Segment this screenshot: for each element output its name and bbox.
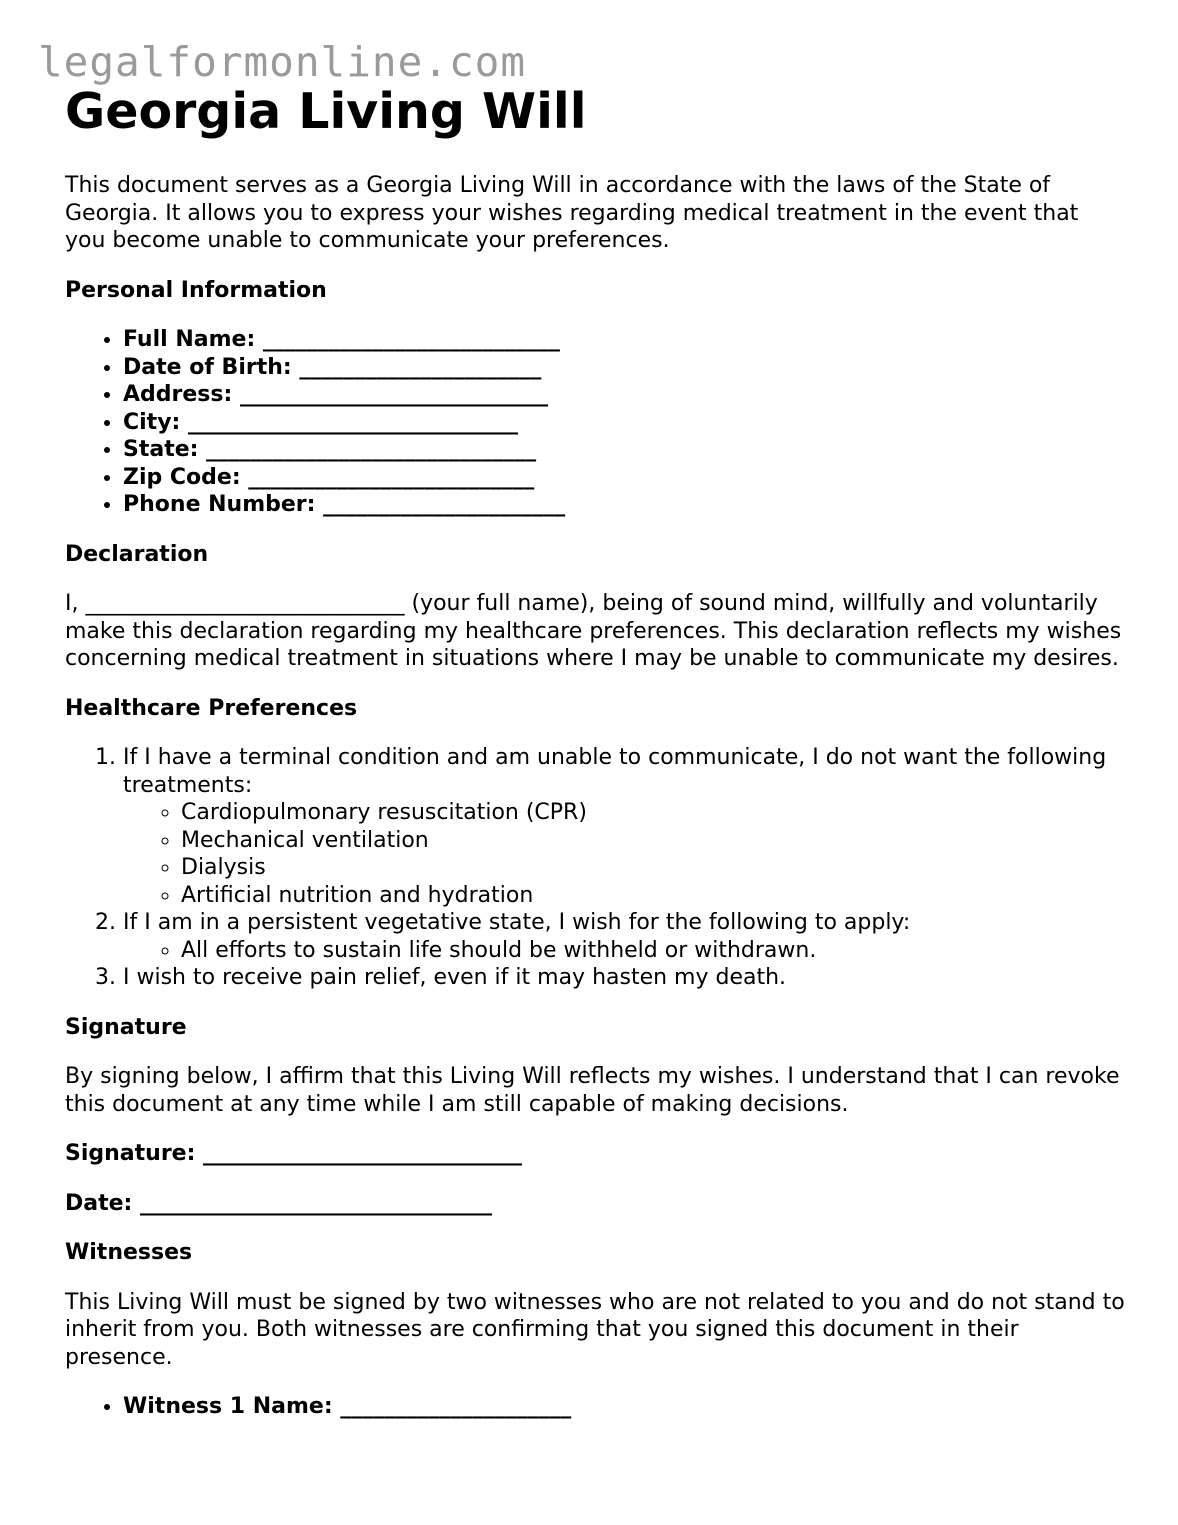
declaration-text: I, _____________________________ (your full name), being of sound mind, willfully and voluntarily make this declaration regarding my healthcare preferences. This declaration reflects my wishes concerning medical treatment in situations where I may be unable to communicate my desires. [65,591,1122,671]
sub-item: ◦ All efforts to sustain life should be withheld or withdrawn. [181,937,1125,965]
signature-text: By signing below, I affirm that this Living Will reflects my wishes. I understand that I can revoke this document at any time while I am still capable of making decisions. [65,1064,1120,1117]
preferences-heading: Healthcare Preferences [65,695,358,721]
full-name-field: • Full Name: ___________________________ [123,326,1125,354]
watermark: legalformonline.com [38,38,526,86]
sub-item: ◦ Cardiopulmonary resuscitation (CPR) [181,799,1125,827]
document-page [65,84,1125,1421]
preference-item [123,744,1125,909]
witness-1-name-field: • Witness 1 Name: _____________________ [123,1393,1125,1421]
signature-field: Signature: _____________________________ [65,1141,523,1166]
witness-list [65,1393,1125,1421]
intro-paragraph: This document serves as a Georgia Living Will in accordance with the laws of the State of Georgia. It allows you to express your wishes regarding medical treatment in the event that you become unable to communicate your preferences. [65,173,1079,253]
personal-info-heading: Personal Information [65,277,327,303]
preferences-list [65,744,1125,992]
sub-item: ◦ Dialysis [181,854,1125,882]
preference-item [123,909,1125,964]
sub-item: ◦ Mechanical ventilation [181,827,1125,855]
phone-field: • Phone Number: ______________________ [123,491,1125,519]
preference-sublist [123,799,1125,909]
dob-field: • Date of Birth: ______________________ [123,354,1125,382]
preference-item-3-text: I wish to receive pain relief, even if it may hasten my death. [123,965,787,990]
signature-heading: Signature [65,1014,187,1040]
city-field: • City: ______________________________ [123,409,1125,437]
witnesses-heading: Witnesses [65,1240,193,1265]
declaration-heading: Declaration [65,541,209,567]
date-field: Date: ________________________________ [65,1190,493,1216]
personal-info-list [65,326,1125,519]
preference-sublist [123,937,1125,965]
page-title: Georgia Living Will [65,83,587,140]
address-field: • Address: ____________________________ [123,381,1125,409]
preference-item [123,964,1125,992]
sub-item: ◦ Artificial nutrition and hydration [181,882,1125,910]
state-field: • State: ______________________________ [123,436,1125,464]
preference-item-2-text: If I am in a persistent vegetative state, I wish for the following to apply: [123,910,911,935]
preference-item-1-text: If I have a terminal condition and am unable to communicate, I do not want the following treatments: [123,745,1107,798]
witnesses-text: This Living Will must be signed by two witnesses who are not related to you and do not stand to inherit from you. Both witnesses are confirming that you signed this document in their presence. [65,1289,1125,1370]
zip-field: • Zip Code: __________________________ [123,464,1125,492]
